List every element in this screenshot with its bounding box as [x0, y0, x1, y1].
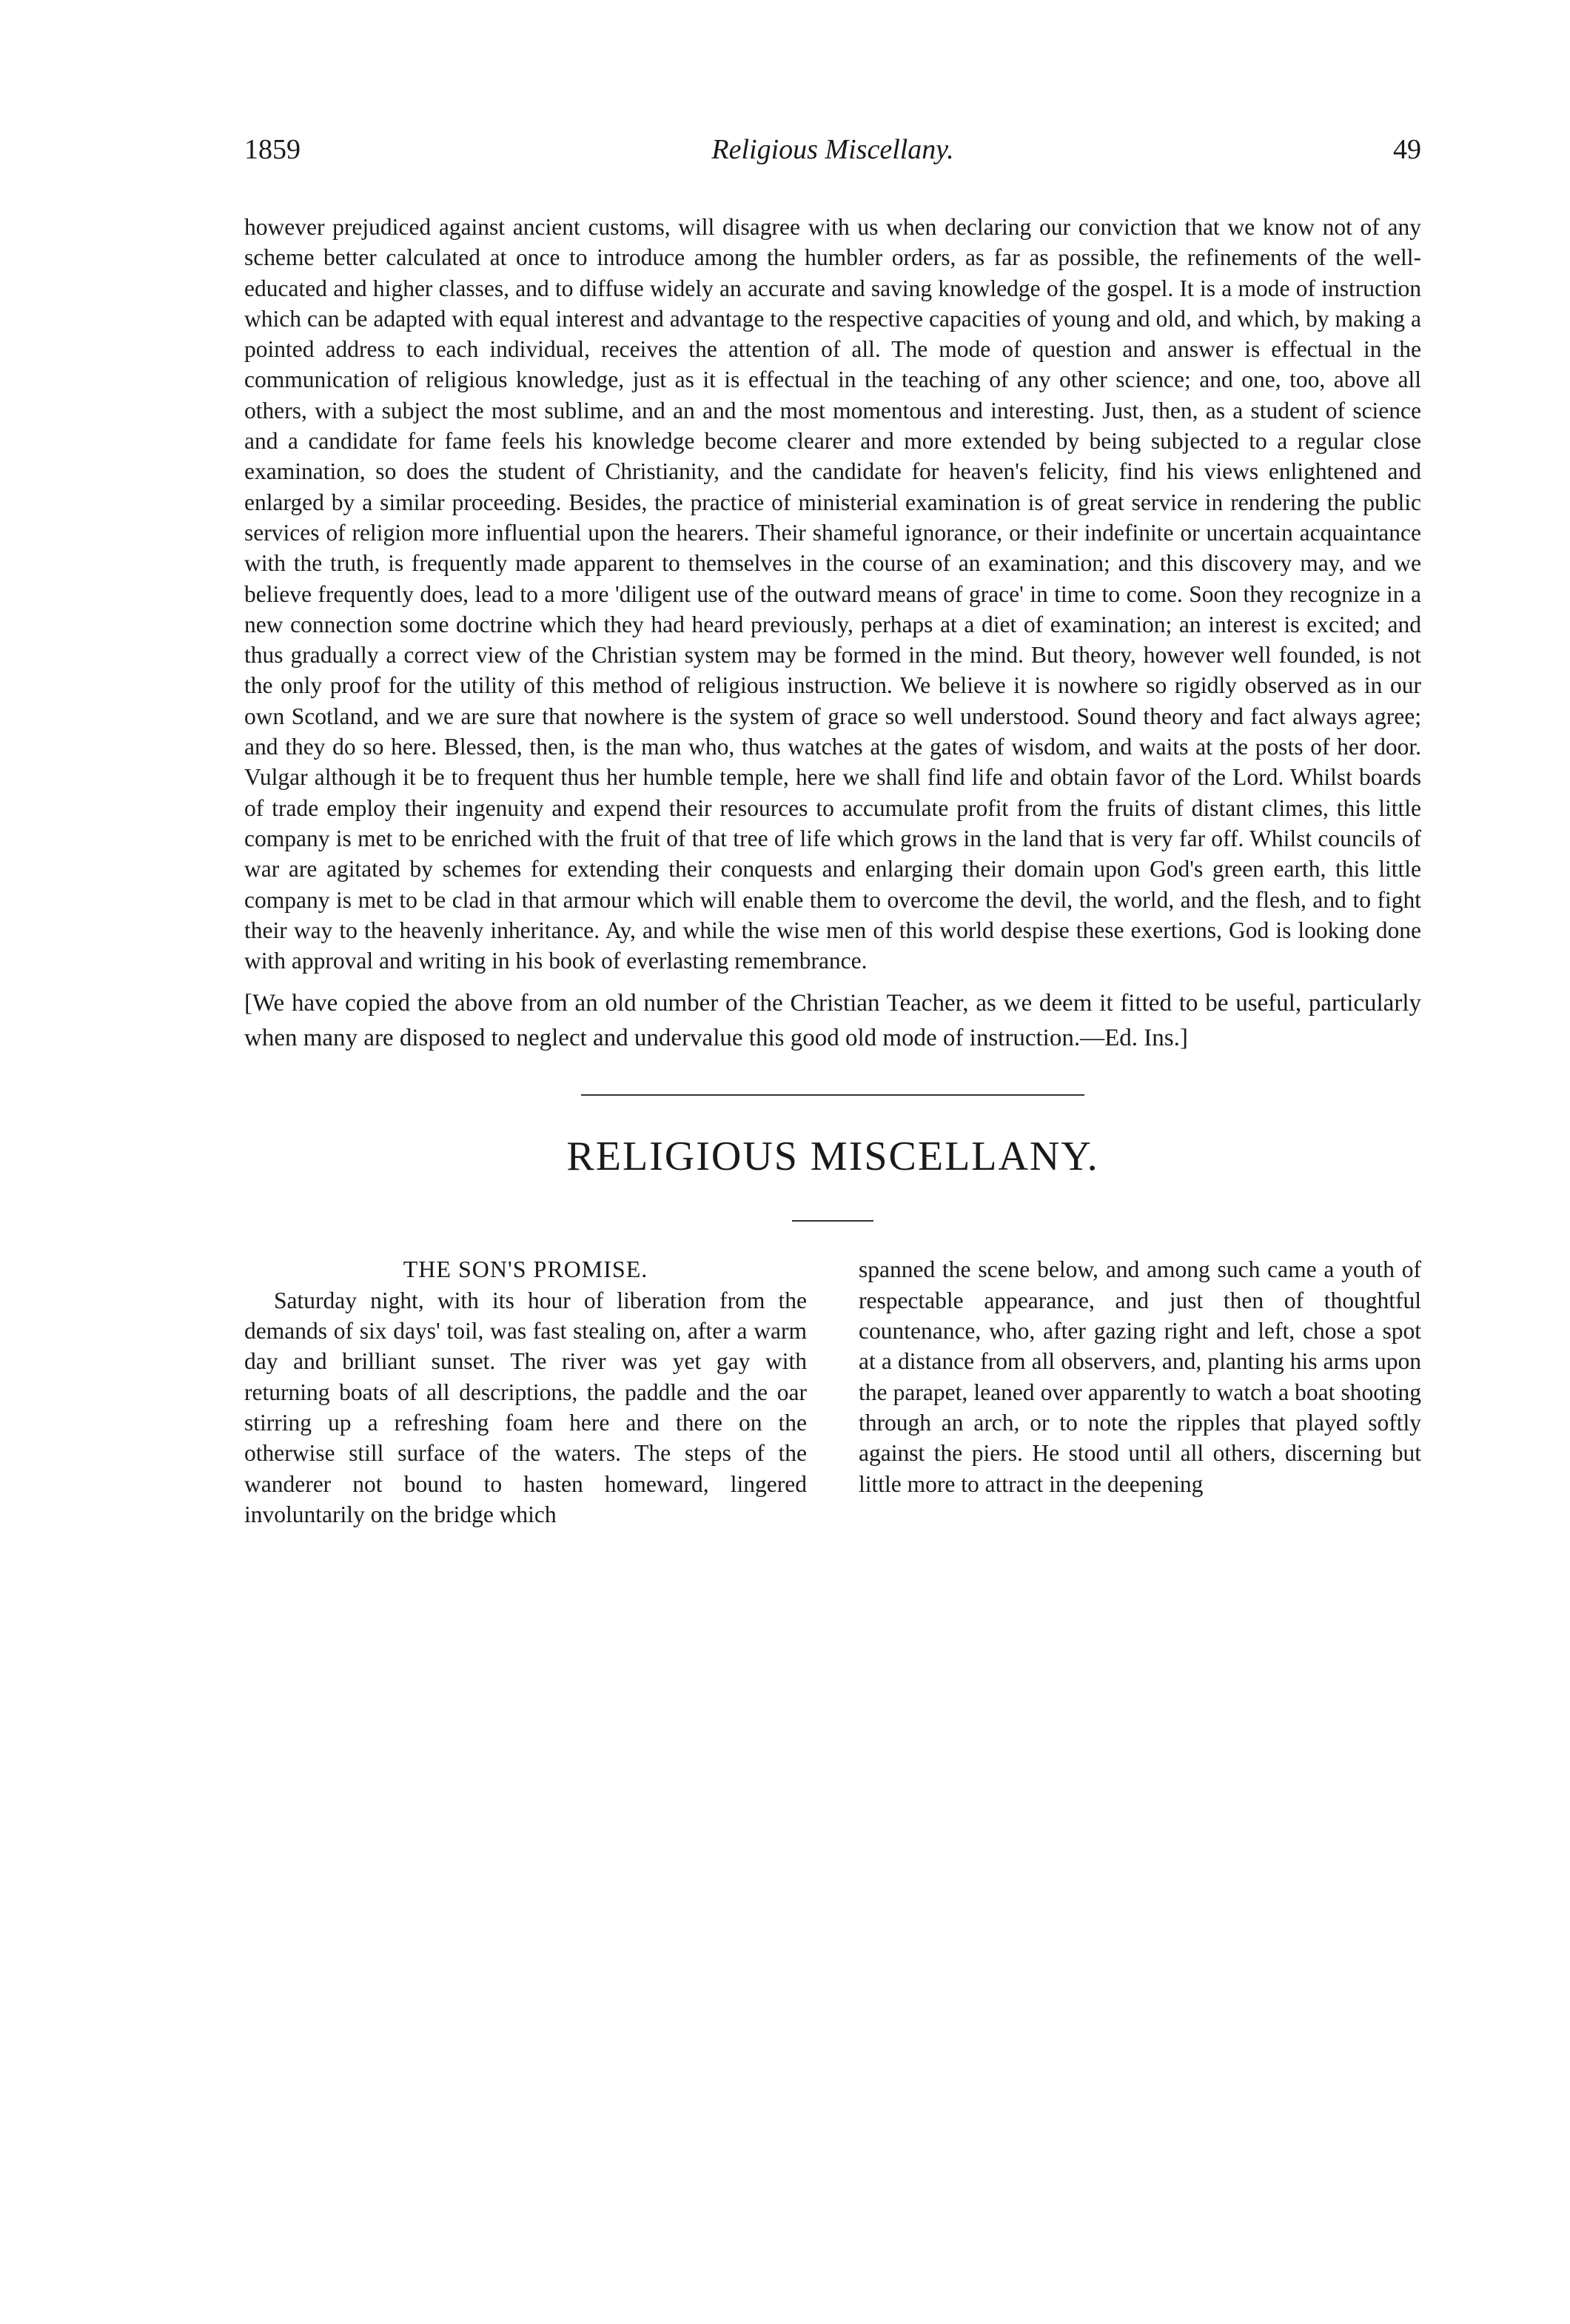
- header-year: 1859: [244, 134, 301, 165]
- section-divider: [581, 1094, 1084, 1096]
- title-divider: [792, 1220, 873, 1222]
- column-left-text: Saturday night, with its hour of liberation from the demands of six days' toil, was fast stealing on, after a warm day and brilliant sunset. The river was yet gay with returning boats of all descriptions, the paddle and the oar stirring up a refreshing foam here and there on the otherwise still surface of the waters. The steps of the wanderer not bound to hasten homeward, lingered involuntarily on the bridge which: [244, 1287, 807, 1527]
- column-left: [244, 1254, 807, 1530]
- column-right-text: spanned the scene below, and among such came a youth of respectable appearance, and just then of thoughtful countenance, who, after gazing right and left, chose a spot at a distance from all observers, and, planting his arms upon the parapet, leaned over apparently to watch a boat shooting through an arch, or to note the ripples that played softly against the piers. He stood until all others, discerning but little more to attract in the deepening: [859, 1256, 1421, 1497]
- page: [244, 133, 1421, 1530]
- article-columns: [244, 1254, 1421, 1530]
- body-text: [244, 212, 1421, 976]
- running-head: [244, 133, 1421, 178]
- editor-note: [We have copied the above from an old number of the Christian Teacher, as we deem it fitted to be useful, particularly when many are disposed to neglect and undervalue this good old mode of instruction.—Ed. Ins.]: [244, 990, 1421, 1052]
- header-title: Religious Miscellany.: [711, 134, 954, 165]
- article-title: THE SON'S PROMISE.: [403, 1256, 648, 1283]
- section-title: RELIGIOUS MISCELLANY.: [566, 1133, 1099, 1180]
- column-right: [859, 1254, 1421, 1530]
- page-number: 49: [1393, 134, 1421, 165]
- body-paragraph: however prejudiced against ancient customs, will disagree with us when declaring our conviction that we know not of any scheme better calculated at once to introduce among the humbler orders, as far as possible, the refinements of the well-educated and higher classes, and to diffuse widely an accurate and saving knowledge of the gospel. It is a mode of instruction which can be adapted with equal interest and advantage to the respective capacities of young and old, and which, by making a pointed address to each individual, receives the attention of all. The mode of question and answer is effectual in the communication of religious knowledge, just as it is effectual in the teaching of any other science; and one, too, above all others, with a subject the most sublime, and an and the most momentous and interesting. Just, then, as a student of science and a candidate for fame feels his knowledge become clearer and more extended by being subjected to a regular close examination, so does the student of Christianity, and the candidate for heaven's felicity, find his views enlightened and enlarged by a similar proceeding. Besides, the practice of ministerial examination is of great service in rendering the public services of religion more influential upon the hearers. Their shameful ignorance, or their indefinite or uncertain acquaintance with the truth, is frequently made apparent to themselves in the course of an examination; and this discovery may, and we believe frequently does, lead to a more 'diligent use of the outward means of grace' in time to come. Soon they recognize in a new connection some doctrine which they had heard previously, perhaps at a diet of examination; an interest is excited; and thus gradually a correct view of the Christian system may be formed in the mind. But theory, however well founded, is not the only proof for the utility of this method of religious instruction. We believe it is nowhere so rigidly observed as in our own Scotland, and we are sure that nowhere is the system of grace so well understood. Sound theory and fact always agree; and they do so here. Blessed, then, is the man who, thus watches at the gates of wisdom, and waits at the posts of her door. Vulgar although it be to frequent thus her humble temple, here we shall find life and obtain favor of the Lord. Whilst boards of trade employ their ingenuity and expend their resources to accumulate profit from the fruits of distant climes, this little company is met to be enriched with the fruit of that tree of life which grows in the land that is very far off. Whilst councils of war are agitated by schemes for extending their conquests and enlarging their domain upon God's green earth, this little company is met to be clad in that armour which will enable them to overcome the devil, the world, and the flesh, and to fight their way to the heavenly inheritance. Ay, and while the wise men of this world despise these exertions, God is looking done with approval and writing in his book of everlasting remembrance.: [244, 214, 1421, 974]
